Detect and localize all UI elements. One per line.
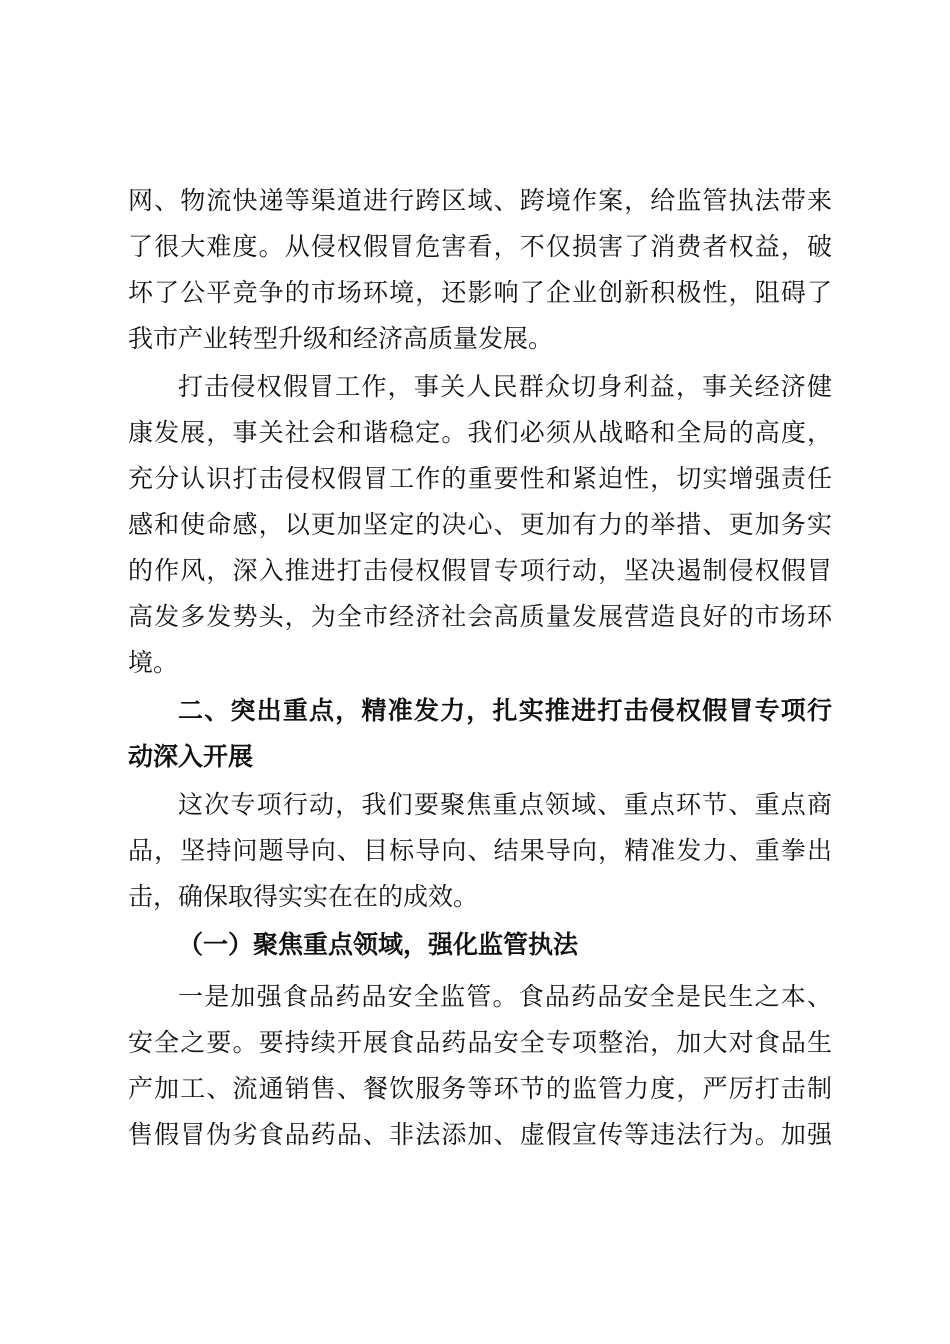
text-line: 品，坚持问题导向、目标导向、结果导向，精准发力、重拳出 [128, 836, 832, 865]
text-line: 产加工、流通销售、餐饮服务等环节的监管力度，严厉打击制 [128, 1074, 832, 1103]
text-line: 击，确保取得实实在在的成效。 [128, 882, 479, 911]
text-line: 我市产业转型升级和经济高质量发展。 [128, 324, 554, 353]
text-line: 感和使命感，以更加坚定的决心、更加有力的举措、更加务实 [128, 510, 832, 539]
text-line: 境。 [128, 648, 179, 677]
text-line: 的作风，深入推进打击侵权假冒专项行动，坚决遏制侵权假冒 [128, 556, 832, 585]
text-line: 售假冒伪劣食品药品、非法添加、虚假宣传等违法行为。加强 [128, 1120, 832, 1149]
heading-line: 二、突出重点，精准发力，扎实推进打击侵权假冒专项行 [178, 696, 832, 725]
text-line: 充分认识打击侵权假冒工作的重要性和紧迫性，切实增强责任 [128, 464, 832, 493]
text-line: 安全之要。要持续开展食品药品安全专项整治，加大对食品生 [128, 1028, 832, 1057]
text-line: 网、物流快递等渠道进行跨区域、跨境作案，给监管执法带来 [128, 186, 832, 215]
text-line: 一是加强食品药品安全监管。食品药品安全是民生之本、 [178, 982, 832, 1011]
text-line: 康发展，事关社会和谐稳定。我们必须从战略和全局的高度， [128, 418, 832, 447]
text-line: 坏了公平竞争的市场环境，还影响了企业创新积极性，阻碍了 [128, 278, 832, 307]
text-line: 这次专项行动，我们要聚焦重点领域、重点环节、重点商 [178, 790, 832, 819]
subheading-1: （一）聚焦重点领域，强化监管执法 [178, 930, 579, 959]
heading-line: 动深入开展 [128, 742, 254, 771]
text-line: 了很大难度。从侵权假冒危害看，不仅损害了消费者权益，破 [128, 232, 832, 261]
text-line: 打击侵权假冒工作，事关人民群众切身利益，事关经济健 [178, 372, 832, 401]
text-line: 高发多发势头，为全市经济社会高质量发展营造良好的市场环 [128, 602, 832, 631]
